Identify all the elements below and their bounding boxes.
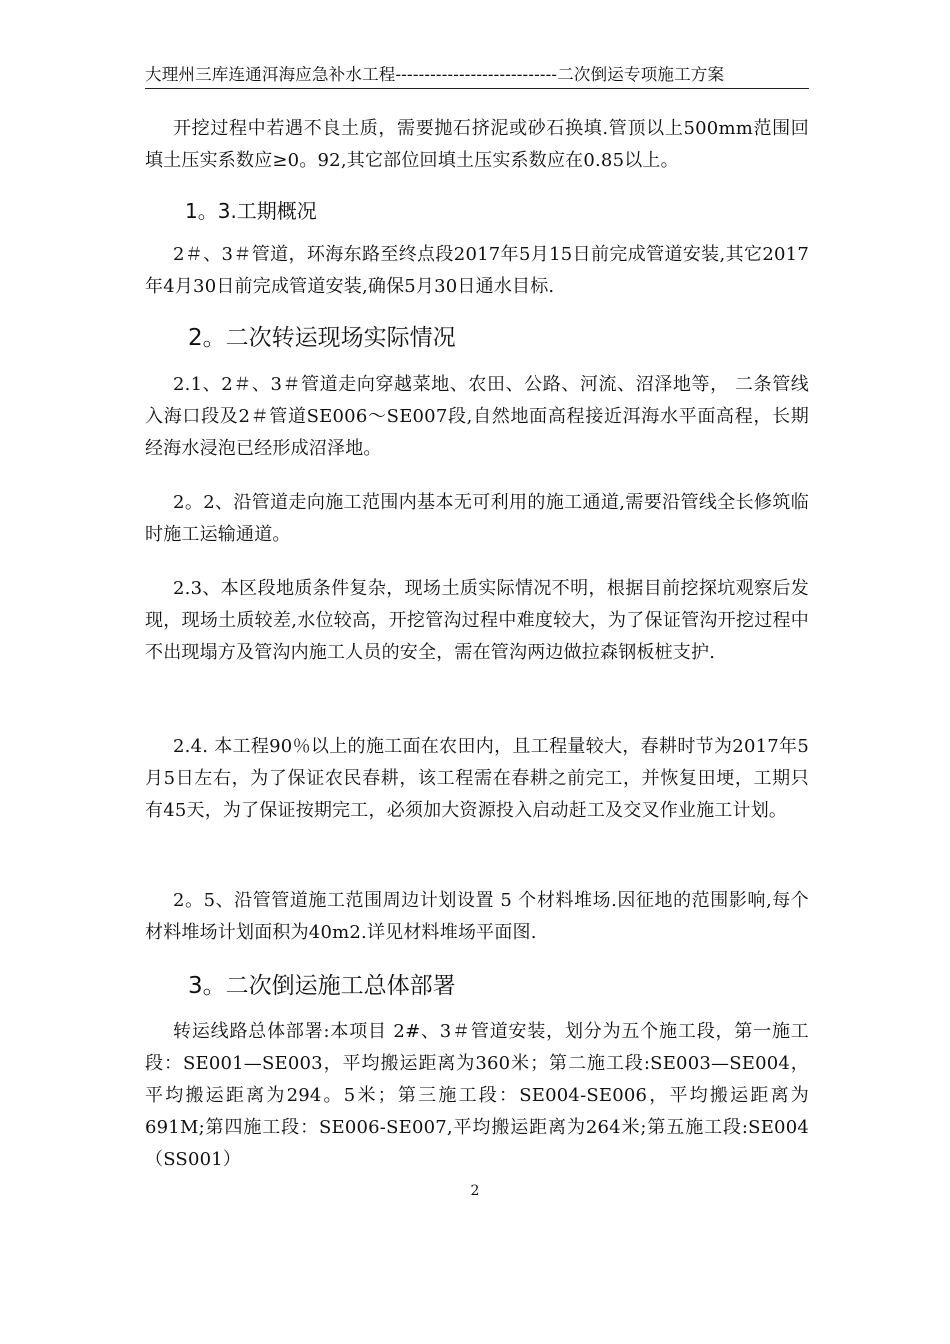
paragraph-2-3: 2.3、本区段地质条件复杂，现场土质实际情况不明，根据目前挖探坑观察后发现，现场土质较差,水位较高，开挖管沟过程中难度较大，为了保证管沟开挖过程中不出现塌方及管沟内施工人员的安全，需在管沟两边做拉森钢板桩支护. <box>145 578 809 663</box>
paragraph-2-5: 2。5、沿管管道施工范围周边计划设置 5 个材料堆场.因征地的范围影响,每个材料堆场计划面积为40m2.详见材料堆场平面图. <box>145 890 809 943</box>
header-rule <box>145 88 809 89</box>
heading-3: 3。二次倒运施工总体部署 <box>188 973 456 999</box>
heading-1-3: 1。3.工期概况 <box>185 199 317 223</box>
paragraph-2-1: 2.1、2＃、3＃管道走向穿越菜地、农田、公路、河流、沼泽地等， 二条管线入海口段及2＃管道SE006～SE007段,自然地面高程接近洱海水平面高程，长期经海水浸泡已经形成沼泽地。 <box>145 374 809 459</box>
paragraph-2-2: 2。2、沿管道走向施工范围内基本无可利用的施工通道,需要沿管线全长修筑临时施工运输通道。 <box>145 492 809 545</box>
paragraph-3: 转运线路总体部署:本项目 2#、3＃管道安装，划分为五个施工段，第一施工段：SE001—SE003，平均搬运距离为360米；第二施工段:SE003—SE004，平均搬运距离为294。5米；第三施工段：SE004-SE006，平均搬运距离为691M;第四施工段：SE006-SE007,平均搬运距离为264米;第五施工段:SE004（SS001） <box>145 1021 809 1170</box>
running-header: 大理州三库连通洱海应急补水工程----------------------------二次倒运专项施工方案 <box>145 65 725 84</box>
heading-2: 2。二次转运现场实际情况 <box>188 325 456 351</box>
page-number: 2 <box>470 1183 480 1199</box>
paragraph-intro: 开挖过程中若遇不良土质，需要抛石挤泥或砂石换填.管顶以上500mm范围回填土压实系数应≥0。92,其它部位回填土压实系数应在0.85以上。 <box>145 118 809 171</box>
paragraph-2-4: 2.4. 本工程90％以上的施工面在农田内，且工程量较大，春耕时节为2017年5月5日左右，为了保证农民春耕，该工程需在春耕之前完工，并恢复田埂，工期只有45天，为了保证按期完工，必须加大资源投入启动赶工及交叉作业施工计划。 <box>145 736 809 821</box>
paragraph-schedule: 2＃、3＃管道，环海东路至终点段2017年5月15日前完成管道安装,其它2017年4月30日前完成管道安装,确保5月30日通水目标. <box>145 244 809 297</box>
